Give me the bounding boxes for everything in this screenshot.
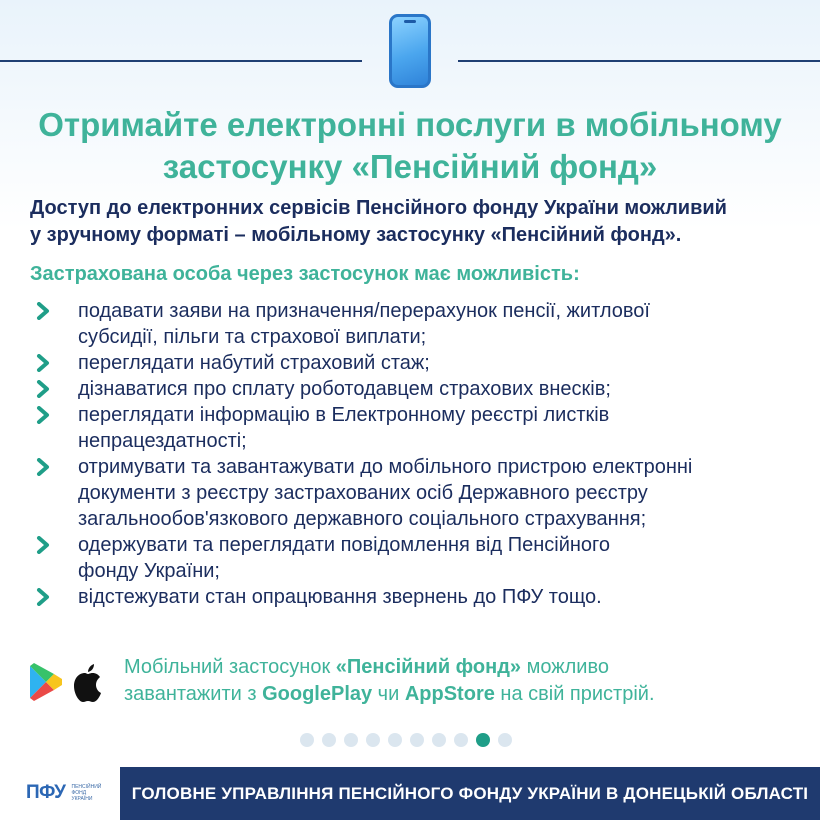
app-name: «Пенсійний фонд» [335,656,522,678]
title-line: застосунку «Пенсійний фонд» [162,148,658,185]
top-divider-right [458,60,820,62]
features-heading: Застрахована особа через застосунок має можливість: [30,263,580,285]
chevron-right-icon [36,532,78,558]
feature-item [36,350,806,376]
pager-dot[interactable] [454,733,468,747]
page-title [0,104,820,188]
feature-text [78,532,610,584]
logo-mark: ПФУ [26,782,66,803]
feature-line: непрацездатності; [78,430,247,452]
pager-dot[interactable] [410,733,424,747]
logo-subtitle [71,784,105,802]
feature-line: субсидії, пільги та страхової виплати; [78,326,427,348]
feature-item [36,532,806,584]
title-line: Отримайте електронні послуги в мобільному [38,106,782,143]
pager-dot[interactable] [300,733,314,747]
download-note-line [124,681,804,708]
pager-dot[interactable] [366,733,380,747]
feature-text [78,454,692,532]
pager-dot[interactable] [388,733,402,747]
feature-line: подавати заяви на призначення/перерахунок пенсії, житлової [78,300,650,322]
feature-line: відстежувати стан опрацювання звернень до ПФУ тощо. [78,586,602,608]
download-note-line [124,654,804,681]
note-text: на свій пристрій. [494,683,655,705]
chevron-right-icon [36,402,78,428]
logo-subtitle-line: ФОНД [71,790,87,796]
feature-item [36,454,806,532]
pager-dot[interactable] [322,733,336,747]
store-icons [28,656,118,706]
chevron-right-icon [36,376,78,402]
intro-text [30,195,800,249]
feature-line: отримувати та завантажувати до мобільного пристрою електронні [78,456,693,478]
feature-item [36,584,806,610]
carousel-pager [300,733,512,747]
feature-item [36,298,806,350]
feature-text [78,402,609,454]
chevron-right-icon [36,584,78,610]
download-note [124,654,804,708]
logo-subtitle-line: ПЕНСІЙНИЙ [71,784,102,790]
intro-line: Доступ до електронних сервісів Пенсійного фонду України можливий [30,197,727,219]
feature-line: фонду України; [78,560,220,582]
feature-item [36,376,806,402]
pager-dot[interactable] [344,733,358,747]
feature-line: переглядати інформацію в Електронному реєстрі листків [78,404,610,426]
chevron-right-icon [36,454,78,480]
intro-line: у зручному форматі – мобільному застосунку «Пенсійний фонд». [30,224,682,246]
apple-icon[interactable] [74,664,101,702]
feature-line: одержувати та переглядати повідомлення від Пенсійного [78,534,611,556]
pfu-logo [26,782,105,804]
feature-line: переглядати набутий страховий стаж; [78,352,430,374]
feature-text [78,298,650,350]
note-text: чи [372,683,405,705]
feature-text [78,350,430,376]
feature-item [36,402,806,454]
feature-line: дізнаватися про сплату роботодавцем страхових внесків; [78,378,611,400]
note-text: можливо [521,656,609,678]
google-play-icon[interactable] [30,663,62,701]
logo-subtitle-line: УКРАЇНИ [71,796,93,802]
feature-text [78,584,602,610]
phone-icon [389,14,431,88]
pager-dot-active[interactable] [476,733,490,747]
feature-line: загальнообов'язкового державного соціального страхування; [78,508,647,530]
appstore-label: AppStore [404,683,495,705]
chevron-right-icon [36,350,78,376]
features-list [36,298,806,610]
chevron-right-icon [36,298,78,324]
feature-text [78,376,611,402]
top-divider-left [0,60,362,62]
note-text: завантажити з [124,683,263,705]
pager-dot[interactable] [432,733,446,747]
googleplay-label: GooglePlay [262,683,373,705]
pager-dot[interactable] [498,733,512,747]
footer-banner: ГОЛОВНЕ УПРАВЛІННЯ ПЕНСІЙНОГО ФОНДУ УКРАЇНИ В ДОНЕЦЬКІЙ ОБЛАСТІ [120,767,820,820]
note-text: Мобільний застосунок [124,656,336,678]
feature-line: документи з реєстру застрахованих осіб Державного реєстру [78,482,648,504]
